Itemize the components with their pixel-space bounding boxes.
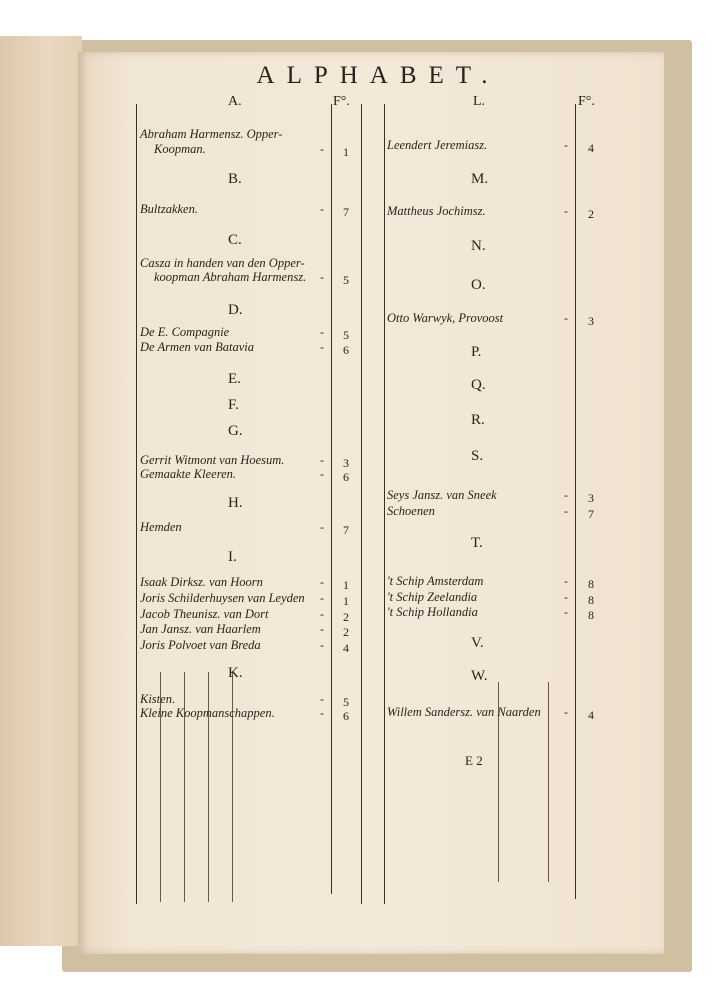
section-letter: O.	[471, 277, 486, 293]
index-entry: 't Schip Amsterdam	[387, 574, 484, 588]
index-page	[78, 52, 664, 954]
folio-number: 7	[588, 507, 594, 521]
column-header-folio: F°.	[333, 94, 350, 109]
section-letter: M.	[471, 171, 489, 187]
leader-dash: -	[564, 705, 568, 719]
section-letter: I.	[228, 549, 237, 565]
leader-dash: -	[320, 706, 324, 720]
leader-dash: -	[320, 340, 324, 354]
leader-dash: -	[320, 575, 324, 589]
index-entry: Joris Schilderhuysen van Leyden	[140, 591, 305, 605]
section-letter: P.	[471, 344, 482, 360]
leader-dash: -	[320, 591, 324, 605]
folio-number: 5	[343, 273, 349, 287]
index-entry: Casza in handen van den Opper-	[140, 256, 305, 270]
leader-dash: -	[320, 607, 324, 621]
section-letter: D.	[228, 302, 243, 318]
rule-line	[548, 682, 549, 882]
index-entry: 't Schip Hollandia	[387, 605, 478, 619]
signature-mark: E 2	[465, 753, 483, 768]
index-entry: Jacob Theunisz. van Dort	[140, 607, 269, 621]
index-entry: Hemden	[140, 520, 182, 534]
folio-number: 1	[343, 594, 349, 608]
leader-dash: -	[564, 605, 568, 619]
index-entry: Kleine Koopmanschappen.	[140, 706, 275, 720]
leader-dash: -	[564, 488, 568, 502]
index-entry: Koopman.	[154, 142, 206, 156]
leader-dash: -	[564, 504, 568, 518]
leader-dash: -	[320, 638, 324, 652]
rule-line	[384, 104, 385, 904]
rule-line	[361, 104, 362, 904]
index-entry: Seys Jansz. van Sneek	[387, 488, 497, 502]
index-entry: Jan Jansz. van Haarlem	[140, 622, 261, 636]
leader-dash: -	[320, 622, 324, 636]
section-letter: K.	[228, 665, 243, 681]
column-header-folio: F°.	[578, 94, 595, 109]
leader-dash: -	[564, 204, 568, 218]
index-entry: Mattheus Jochimsz.	[387, 204, 486, 218]
section-letter: R.	[471, 412, 485, 428]
index-entry: Bultzakken.	[140, 202, 198, 216]
folio-number: 2	[343, 610, 349, 624]
section-letter: F.	[228, 397, 239, 413]
section-letter: E.	[228, 371, 241, 387]
leader-dash: -	[320, 453, 324, 467]
folio-number: 4	[588, 708, 594, 722]
section-letter: S.	[471, 448, 484, 464]
section-letter: V.	[471, 635, 484, 651]
index-entry: Isaak Dirksz. van Hoorn	[140, 575, 263, 589]
index-entry: De Armen van Batavia	[140, 340, 254, 354]
leader-dash: -	[320, 142, 324, 156]
section-letter: B.	[228, 171, 242, 187]
index-entry: Gerrit Witmont van Hoesum.	[140, 453, 285, 467]
section-letter: Q.	[471, 377, 486, 393]
index-entry: Gemaakte Kleeren.	[140, 467, 237, 481]
leader-dash: -	[564, 138, 568, 152]
section-letter: N.	[471, 238, 486, 254]
folio-number: 3	[343, 456, 349, 470]
folio-number: 6	[343, 343, 349, 357]
folio-number: 5	[343, 328, 349, 342]
index-entry: Otto Warwyk, Provoost	[387, 311, 504, 325]
column-header-letter: L.	[473, 94, 486, 109]
section-letter: C.	[228, 232, 242, 248]
facing-page	[0, 36, 82, 946]
rule-line	[331, 104, 332, 894]
folio-number: 2	[588, 207, 594, 221]
folio-number: 7	[343, 205, 349, 219]
folio-number: 6	[343, 709, 349, 723]
folio-number: 4	[343, 641, 349, 655]
leader-dash: -	[320, 520, 324, 534]
folio-number: 6	[343, 470, 349, 484]
leader-dash: -	[564, 590, 568, 604]
folio-number: 3	[588, 314, 594, 328]
folio-number: 5	[343, 695, 349, 709]
rule-line	[136, 104, 137, 904]
column-header-letter: A.	[228, 94, 242, 109]
page-title: ALPHABET.	[256, 62, 500, 89]
folio-number: 7	[343, 523, 349, 537]
folio-number: 3	[588, 491, 594, 505]
leader-dash: -	[320, 467, 324, 481]
folio-number: 2	[343, 625, 349, 639]
leader-dash: -	[564, 311, 568, 325]
section-letter: H.	[228, 495, 243, 511]
index-entry: Leendert Jeremiasz.	[387, 138, 488, 152]
folio-number: 4	[588, 141, 594, 155]
leader-dash: -	[320, 325, 324, 339]
index-entry: Kisten.	[140, 692, 176, 706]
section-letter: G.	[228, 423, 243, 439]
index-entry: koopman Abraham Harmensz.	[154, 270, 307, 284]
rule-line	[575, 104, 576, 899]
index-entry: 't Schip Zeelandia	[387, 590, 478, 604]
index-entry: Joris Polvoet van Breda	[140, 638, 261, 652]
leader-dash: -	[320, 692, 324, 706]
index-entry: Willem Sandersz. van Naarden	[387, 705, 541, 719]
leader-dash: -	[320, 270, 324, 284]
index-entry: Schoenen	[387, 504, 435, 518]
folio-number: 8	[588, 577, 594, 591]
section-letter: T.	[471, 535, 483, 551]
folio-number: 8	[588, 608, 594, 622]
section-letter: W.	[471, 668, 488, 684]
index-entry: Abraham Harmensz. Opper-	[140, 127, 283, 141]
leader-dash: -	[564, 574, 568, 588]
folio-number: 8	[588, 593, 594, 607]
folio-number: 1	[343, 578, 349, 592]
index-entry: De E. Compagnie	[140, 325, 230, 339]
leader-dash: -	[320, 202, 324, 216]
folio-number: 1	[343, 145, 349, 159]
